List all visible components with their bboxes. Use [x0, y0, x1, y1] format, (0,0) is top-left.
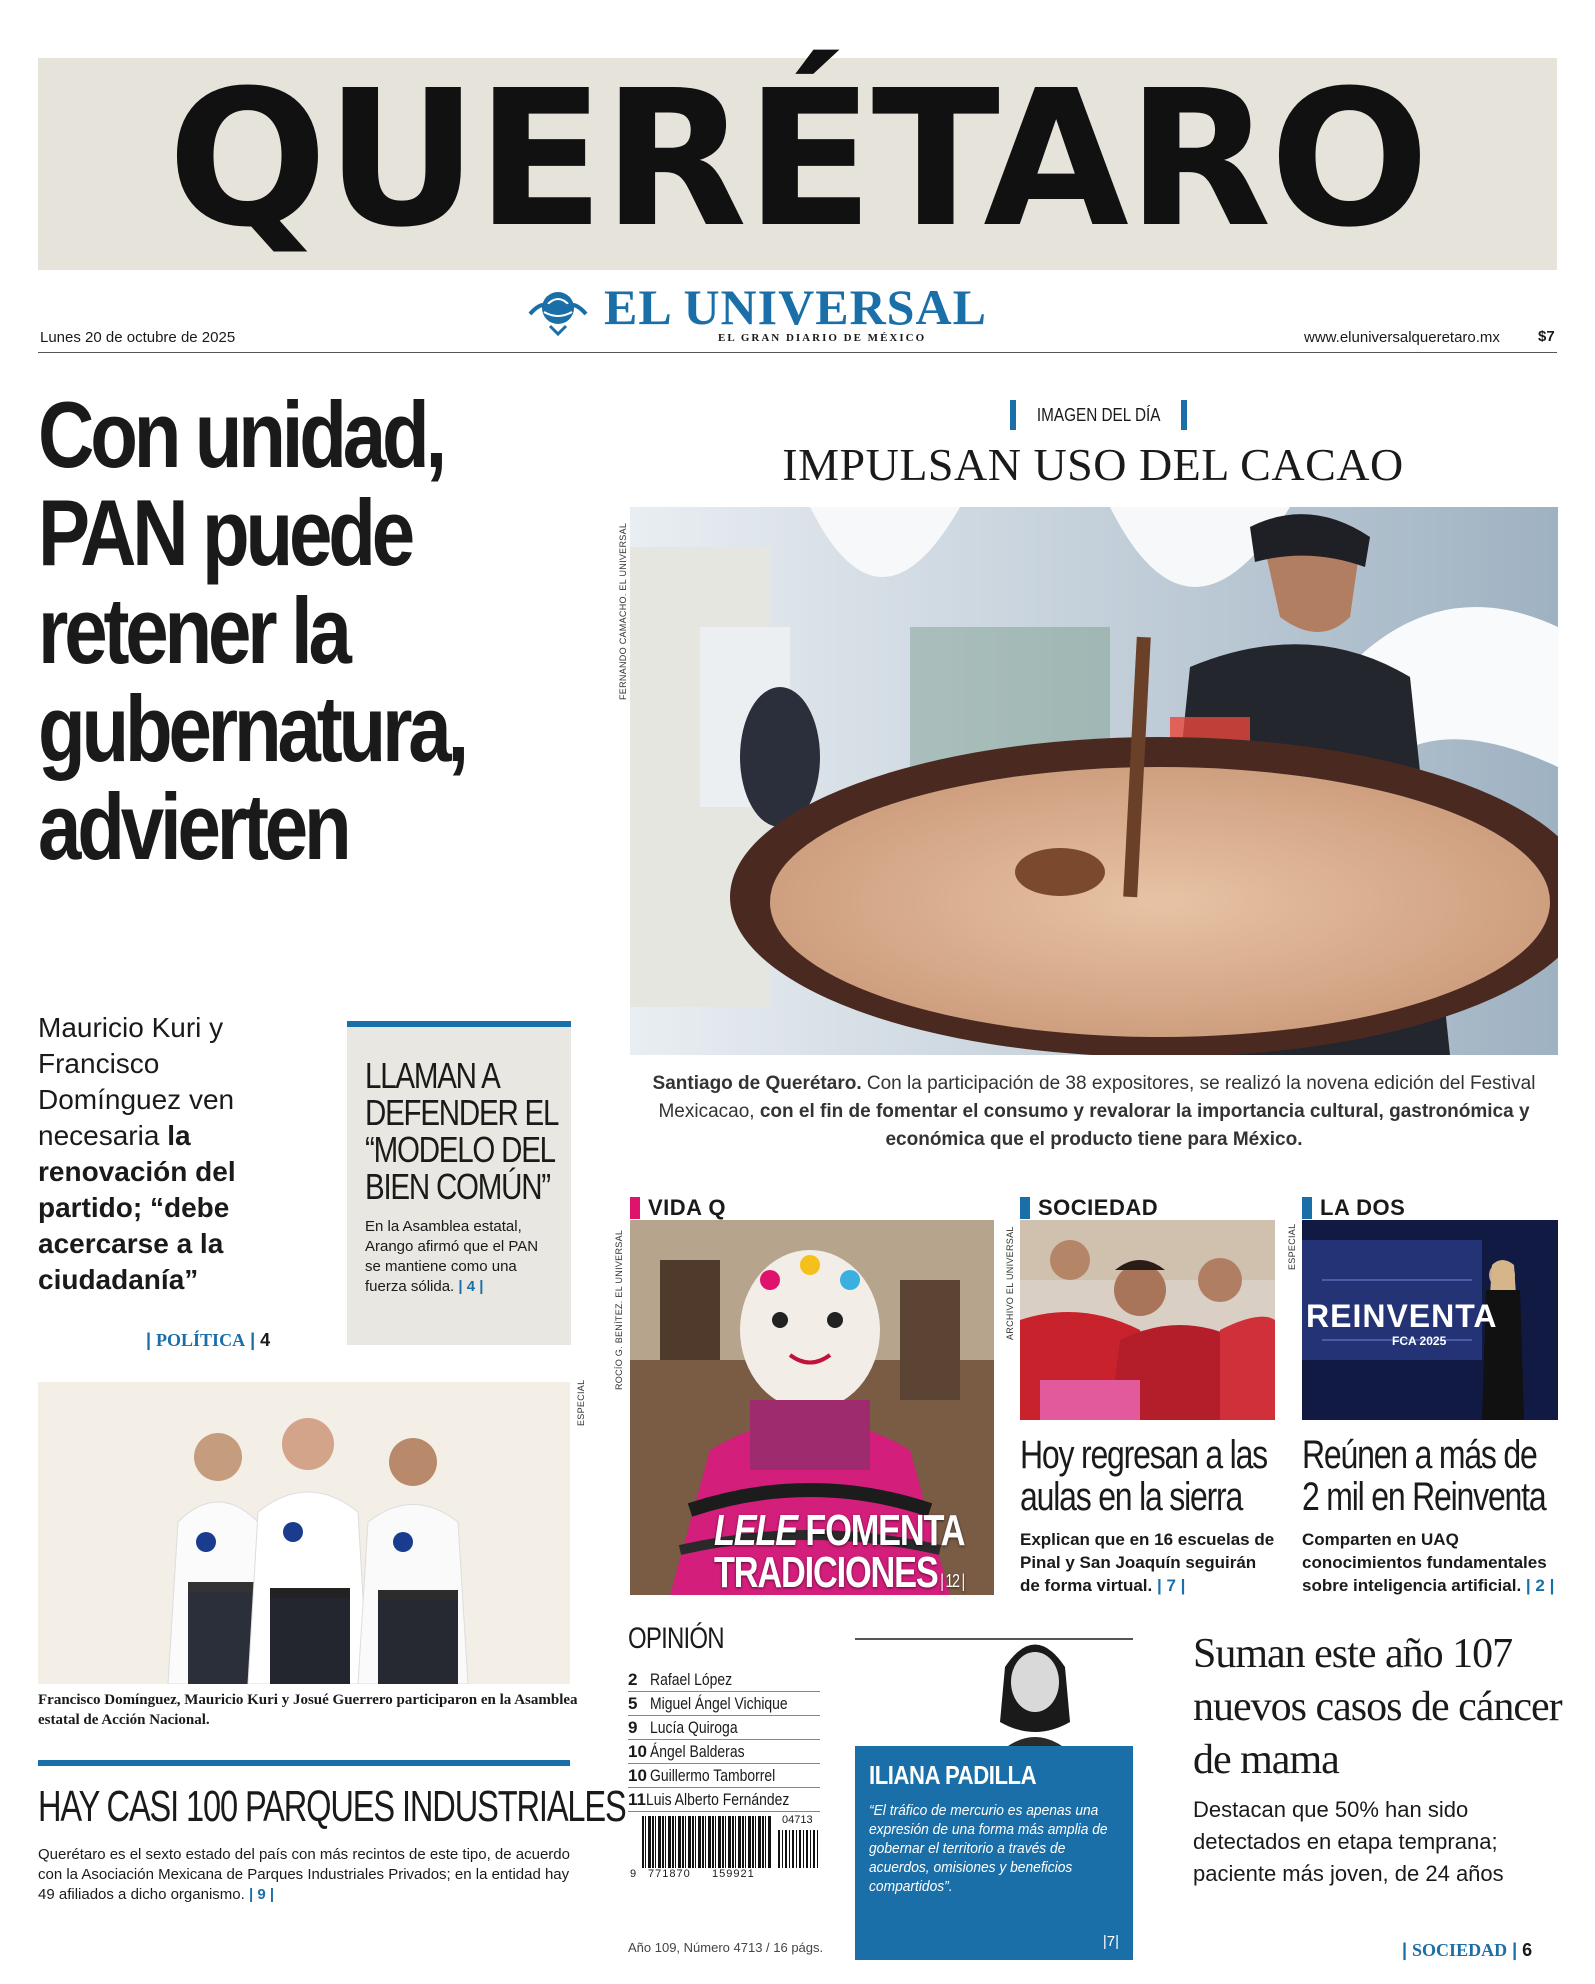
brand-tagline: EL GRAN DIARIO DE MÉXICO — [718, 332, 927, 344]
barcode-left: 9 — [630, 1868, 637, 1880]
opinion-name: Miguel Ángel Vichique — [650, 1693, 788, 1713]
price: $7 — [1538, 328, 1555, 345]
opinion-name: Ángel Balderas — [650, 1741, 745, 1761]
caption-bold-place: Santiago de Querétaro. — [652, 1073, 862, 1094]
la-dos-body: Comparten en UAQ conocimientos fundamentales sobre inteligencia artificial. — [1302, 1530, 1547, 1595]
parks-page: 9 — [257, 1886, 266, 1903]
parks-body: Querétaro es el sexto estado del país con más recintos de este tipo, de acuerdo con la Asociación Mexicana de Parques Industriales Privados; en la entidad hay 49 afiliados a dicho organismo. — [38, 1846, 570, 1903]
cancer-section: SOCIEDAD — [1412, 1940, 1508, 1960]
section-page: 4 — [260, 1330, 271, 1350]
website[interactable]: www.eluniversalqueretaro.mx — [1304, 329, 1500, 346]
sociedad-page: 7 — [1166, 1576, 1176, 1595]
deck-plain: Mauricio Kuri y Francisco Domínguez ven necesaria — [38, 1012, 235, 1151]
globe-eagle-icon — [528, 284, 588, 336]
vida-q-rest: FOMENTA — [797, 1506, 965, 1555]
parks-text: Querétaro es el sexto estado del país con más recintos de este tipo, de acuerdo con la Asociación Mexicana de Parques Industriales Privados; en la entidad hay 49 afiliados a dicho organismo. | 9 | — [38, 1846, 570, 1903]
barcode-top: 04713 — [782, 1814, 813, 1826]
sociedad-text: Explican que en 16 escuelas de Pinal y San Joaquín seguirán de forma virtual. | 7 | — [1020, 1530, 1275, 1595]
brand-name: EL UNIVERSAL — [604, 279, 987, 335]
barcode-addon — [778, 1830, 818, 1868]
cancer-page: 6 — [1522, 1940, 1533, 1960]
cacao-photo — [630, 507, 1558, 1055]
columnist-quote: “El tráfico de mercurio es apenas una expresión de una forma más amplia de gobernar el territorio a través de acuerdos, omisiones y beneficios compartidos”. — [869, 1802, 1108, 1895]
opinion-page: 10 — [628, 1765, 647, 1785]
la-dos-credit: ESPECIAL — [1287, 1223, 1297, 1270]
vida-q-credit: ROCÍO G. BENÍTEZ. EL UNIVERSAL — [614, 1229, 624, 1390]
opinion-row[interactable] — [628, 1716, 820, 1740]
reinventa-sub: FCA 2025 — [1392, 1334, 1447, 1348]
opinion-page: 11 — [628, 1789, 646, 1809]
vida-q-label — [630, 1195, 726, 1221]
opinion-name: Guillermo Tamborrel — [650, 1765, 776, 1785]
opinion-row[interactable] — [628, 1692, 820, 1716]
la-dos-page: 2 — [1535, 1576, 1545, 1595]
pan-photo-caption: Francisco Domínguez, Mauricio Kuri y Josué Guerrero participaron en la Asamblea estatal de Acción Nacional. — [38, 1692, 578, 1728]
la-dos-text: Comparten en UAQ conocimientos fundamentales sobre inteligencia artificial. | 2 | — [1302, 1530, 1555, 1595]
opinion-row[interactable] — [628, 1740, 820, 1764]
kicker-text: IMAGEN DEL DÍA — [1036, 404, 1161, 425]
main-deck — [38, 1010, 298, 1298]
cancer-section-ref[interactable]: | SOCIEDAD | 6 — [1402, 1940, 1533, 1960]
sociedad-photo — [1020, 1220, 1275, 1420]
vida-q-page: 12 — [945, 1571, 959, 1591]
headline-line: gubernatura, — [38, 676, 466, 781]
sidebar-text: En la Asamblea estatal, Arango afirmó que el PAN se mantiene como una fuerza sólida. — [365, 1218, 539, 1295]
deck-bold: la renovación del partido; “debe acercarse a la ciudadanía” — [38, 1120, 236, 1295]
reinventa-screen: REINVENTA — [1306, 1298, 1498, 1334]
la-dos-text: LA DOS — [1320, 1195, 1406, 1220]
issue-info: Año 109, Número 4713 / 16 págs. — [628, 1940, 824, 1955]
parks-rule — [38, 1760, 570, 1766]
columnist-portrait — [960, 1612, 1110, 1762]
barcode-bars — [642, 1816, 772, 1868]
vida-q-text: VIDA Q — [648, 1195, 726, 1220]
date: Lunes 20 de octubre de 2025 — [40, 329, 236, 346]
caption-plain: Con la participación de 38 expositores, se realizó la novena edición del Festival Mexicacao, — [658, 1073, 1536, 1122]
headline-line: PAN puede — [38, 480, 412, 585]
headline-line: Con unidad, — [38, 382, 444, 487]
opinion-row[interactable] — [628, 1788, 820, 1812]
opinion-title: OPINIÓN — [628, 1622, 724, 1655]
vida-q-headline: LELE FOMENTA TRADICIONES | 12 | — [714, 1506, 965, 1595]
barcode-right: 159921 — [712, 1868, 755, 1880]
opinion-name: Luis Alberto Fernández — [645, 1789, 790, 1809]
masthead-rule — [38, 352, 1557, 353]
sidebar-page: 4 — [466, 1278, 476, 1295]
la-dos-headline: Reúnen a más de 2 mil en Reinventa — [1302, 1433, 1546, 1519]
opinion-row[interactable] — [628, 1764, 820, 1788]
la-dos-photo — [1302, 1220, 1558, 1420]
cancer-text: Destacan que 50% han sido detectados en etapa temprana; paciente más joven, de 24 años — [1193, 1797, 1504, 1886]
headline-line: advierten — [38, 774, 348, 879]
caption-bold-rest: con el fin de fomentar el consumo y revalorar la importancia cultural, gastronómica y económica que el producto tiene para México. — [759, 1101, 1530, 1150]
section-name: POLÍTICA — [156, 1330, 246, 1350]
main-headline — [38, 382, 598, 879]
pan-photo — [38, 1382, 570, 1684]
sidebar-box: LLAMAN A DEFENDER EL “MODELO DEL BIEN COMÚN” En la Asamblea estatal, Arango afirmó que el PAN se mantiene como una fuerza sólida. | 4 | — [347, 1021, 571, 1345]
masthead-city: QUERÉTARO — [167, 50, 1428, 269]
main-section-ref[interactable]: | POLÍTICA | 4 — [146, 1330, 271, 1350]
brand-logo — [528, 280, 1068, 350]
cacao-caption — [630, 1070, 1558, 1154]
columnist-page-num: 7 — [1106, 1933, 1116, 1950]
vida-q-line2: TRADICIONES — [714, 1548, 938, 1595]
sociedad-body: Explican que en 16 escuelas de Pinal y San Joaquín seguirán de forma virtual. — [1020, 1530, 1275, 1595]
barcode-mid: 771870 — [648, 1868, 691, 1880]
opinion-page: 9 — [628, 1717, 638, 1737]
headline-line: retener la — [38, 578, 348, 683]
opinion-row[interactable] — [628, 1668, 820, 1692]
pan-photo-credit: ESPECIAL — [576, 1379, 586, 1426]
opinion-page: 2 — [628, 1669, 638, 1689]
barcode — [630, 1814, 826, 1882]
sidebar-headline: LLAMAN A DEFENDER EL “MODELO DEL BIEN COMÚN” — [365, 1055, 558, 1207]
opinion-list — [628, 1668, 820, 1812]
opinion-name: Rafael López — [650, 1669, 733, 1689]
sociedad-credit: ARCHIVO EL UNIVERSAL — [1005, 1226, 1015, 1340]
opinion-page: 10 — [628, 1741, 647, 1761]
sociedad-text: SOCIEDAD — [1038, 1195, 1159, 1220]
sociedad-label — [1020, 1195, 1158, 1221]
vida-q-italic: LELE — [714, 1506, 798, 1555]
opinion-page: 5 — [628, 1693, 638, 1713]
cancer-headline: Suman este año 107 nuevos casos de cáncer de mama — [1193, 1631, 1562, 1783]
vida-q-photo — [630, 1220, 994, 1595]
la-dos-label — [1302, 1195, 1405, 1221]
columnist-box — [855, 1746, 1133, 1960]
parks-headline: HAY CASI 100 PARQUES INDUSTRIALES — [38, 1782, 626, 1831]
columnist-page: |7| — [1102, 1933, 1119, 1950]
sociedad-headline: Hoy regresan a las aulas en la sierra — [1020, 1433, 1267, 1519]
opinion-name: Lucía Quiroga — [650, 1717, 738, 1737]
image-day-kicker — [1010, 400, 1187, 430]
cacao-photo-credit: FERNANDO CAMACHO. EL UNIVERSAL — [618, 522, 628, 700]
columnist-name: ILIANA PADILLA — [869, 1760, 1037, 1790]
image-day-headline: IMPULSAN USO DEL CACAO — [782, 439, 1404, 490]
